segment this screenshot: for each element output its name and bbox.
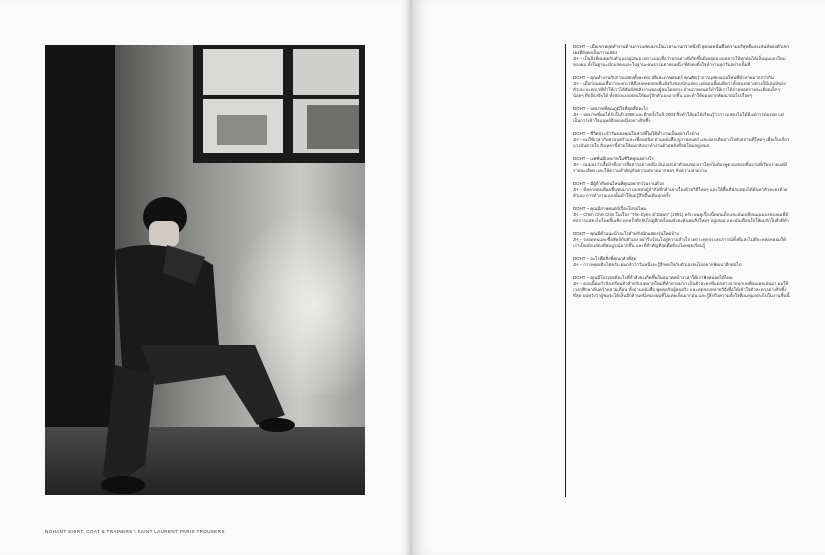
question: DOHT – มีผู้กำกับคนไหนที่คุณอยากร่วมงานด้วย	[573, 181, 664, 186]
answer: JH – บทบาทที่ผมได้รับในปี 1998 และอีกครั้งในปี 2003 ซึ่งทำให้ผมได้เรียนรู้ว่าการแสดงไม่ได้มีแค่การท่องบท แต่เป็นการเข้าใจมนุษย์อีกคนหนึ่งอย่างลึกซึ้ง	[573, 112, 784, 123]
qa-block	[573, 181, 791, 199]
answer: JH – เมื่อก่อนผมเชื่อว่าละครเวทีคือบททดสอบที่แท้จริงของนักแสดง แต่ตอนนี้ผมคิดว่าทั้งสองอย่างต่างก็มีเสน่ห์ของตัวเอง ละครเวทีทำให้เราได้สัมผัสพลังงานของผู้ชมโดยตรง ส่วนภาพยนตร์ทำให้เราได้ถ่ายทอดรายละเอียดเล็กๆ น้อยๆ ที่กล้องจับได้ ทั้งสองแบบสอนให้ผมรู้จักตัวเองมากขึ้น และทำให้ผมอยากพัฒนาต่อไปเรื่อยๆ	[573, 81, 786, 98]
interview-text	[573, 44, 791, 500]
photo-credit-caption: NOHANT SHIRT, COAT & TRAINERS \ SAINT LAURENT PARIS TROUSERS	[45, 529, 225, 534]
qa-block	[573, 231, 791, 249]
column-rule	[565, 44, 566, 497]
question: DOHT – คุณมีโปรเจกต์อะไรที่กำลังจะเกิดขึ้นในอนาคตบ้าง เล่าให้เราฟังหน่อยได้ไหม	[573, 275, 733, 280]
answer: JH – มีหลายคนที่ผมชื่นชมมาก ผมชอบผู้กำกับที่กล้าเล่าเรื่องด้วยวิธีใหม่ๆ และให้พื้นที่นักแสดงได้ค้นหาตัวละครด้วยตัวเอง การทำงานแบบนั้นทำให้ผมรู้สึกตื่นเต้นทุกครั้ง	[573, 187, 788, 198]
question: DOHT – อะไรคือสิ่งที่คุณกลัวที่สุด	[573, 256, 637, 261]
answer: JH – Chen Chin Chin ในเรื่อง "The Eyes of Dawn" (1991) ครับ ผมดูเรื่องนี้ตอนเด็กและมันเปลี่ยนมุมมองของผมที่มีต่อการแสดงไปโดยสิ้นเชิง ทุกครั้งที่กลับไปดูอีกครั้งผมยังคงค้นพบสิ่งใหม่ๆ อยู่เสมอ และมันเตือนใจให้ผมรักในสิ่งที่ทำ	[573, 212, 789, 223]
left-page	[0, 0, 412, 555]
editorial-photo	[45, 45, 365, 495]
answer: JH – ตอนนี้ผมกำลังเตรียมตัวสำหรับบทบาทใหม่ที่ท้าทายมาก เป็นตัวละครที่แตกต่างจากทุกบทที่ผมเคยเล่นมา ผมใช้เวลาศึกษาค้นคว้าหลายเดือน ทั้งอ่านหนังสือ พูดคุยกับผู้คนจริง และทดลองหลายวิธีเพื่อให้เข้าใจตัวละครอย่างลึกซึ้งที่สุด ผมหวังว่าผู้ชมจะได้เห็นอีกด้านหนึ่งของผมที่ไม่เคยเห็นมาก่อน และรู้สึกถึงความตั้งใจที่ผมทุ่มเทลงไปในงานชิ้นนี้	[573, 281, 790, 298]
window-frame	[193, 45, 365, 163]
qa-block	[573, 206, 791, 224]
answer: JH – จงอดทนและซื่อสัตย์กับตัวเอง อย่ารีบร้อนไปสู่ความสำเร็จ เพราะทุกประสบการณ์ทั้งดีและไม่ดีจะหล่อหลอมให้เราเป็นนักแสดงที่สมบูรณ์มากขึ้น และที่สำคัญที่สุดคือต้องไม่หยุดเรียนรู้	[573, 237, 786, 248]
question: DOHT – ชีวิตประจำวันของคุณในช่วงที่ไม่ได้ทำงานเป็นอย่างไรบ้าง	[573, 131, 700, 136]
qa-block	[573, 44, 791, 68]
question: DOHT – คุณทำงานกับการแสดงทั้งละครเวทีและภาพยนตร์ คุณคิดว่าการแสดงแบบไหนที่ท้าทายมากกว่ากัน	[573, 75, 774, 80]
answer: JH – เป็นสิ่งที่ผมคุยกับตัวเองอยู่เสมอ เพราะผมเชื่อว่าทุกอย่างที่เกิดขึ้นมีเหตุผล ผมอยากให้ทุกคนได้เห็นมุมมองใหม่ของผม ทั้งในฐานะนักแสดงและในฐานะคนธรรมดาคนหนึ่ง ที่ยังคงตั้งใจทำงานทุกวันอย่างเต็มที่	[573, 56, 786, 67]
qa-block	[573, 156, 791, 174]
answer: JH – ผมใช้เวลากับครอบครัวและเพื่อนสนิท อ่านหนังสือ ดูภาพยนตร์ และออกเดินทางไปยังสถานที่ใหม่ๆ เพื่อเก็บเกี่ยวแรงบันดาลใจ สิ่งเหล่านี้ช่วยให้ผมกลับมาทำงานด้วยพลังที่สดใหม่อยู่เสมอ	[573, 137, 790, 148]
question: DOHT – คุณมีคำแนะนำอะไรสำหรับนักแสดงรุ่นใหม่บ้าง	[573, 231, 679, 236]
answer: JH – ผมมองว่าเสื้อผ้าคือการสื่อสารอย่างหนึ่ง มันบอกเล่าตัวตนของเราโดยไม่ต้องพูด ผมชอบชิ้นงานที่เรียบง่ายแต่มีรายละเอียด และให้ความสำคัญกับความสบายมากพอๆ กับความสวยงาม	[573, 162, 787, 173]
answer: JH – การหยุดเติบโตครับ ผมกลัวว่าวันหนึ่งจะรู้สึกพอใจกับตัวเองจนไม่อยากพัฒนาอีกต่อไป	[573, 262, 742, 267]
question: DOHT – เมื่อเขาหยุดทำงานด้านการแสดงมาเป็นเวลานานกว่าหนึ่งปี สุดยอดนั้นคือความบริสุทธิ์และเสน่ห์ของตัวเขาเองที่ยังคงเป็นการแสดง	[573, 44, 790, 55]
qa-block	[573, 256, 791, 268]
question: DOHT – บทบาทที่คุณภูมิใจที่สุดคืออะไร	[573, 106, 649, 111]
qa-block	[573, 275, 791, 299]
qa-block	[573, 106, 791, 124]
qa-block	[573, 75, 791, 99]
question: DOHT – แฟชั่นมีบทบาทในชีวิตคุณอย่างไร	[573, 156, 654, 161]
question: DOHT – คุณมีภาพยนตร์เรื่องโปรดไหม	[573, 206, 647, 211]
qa-block	[573, 131, 791, 149]
